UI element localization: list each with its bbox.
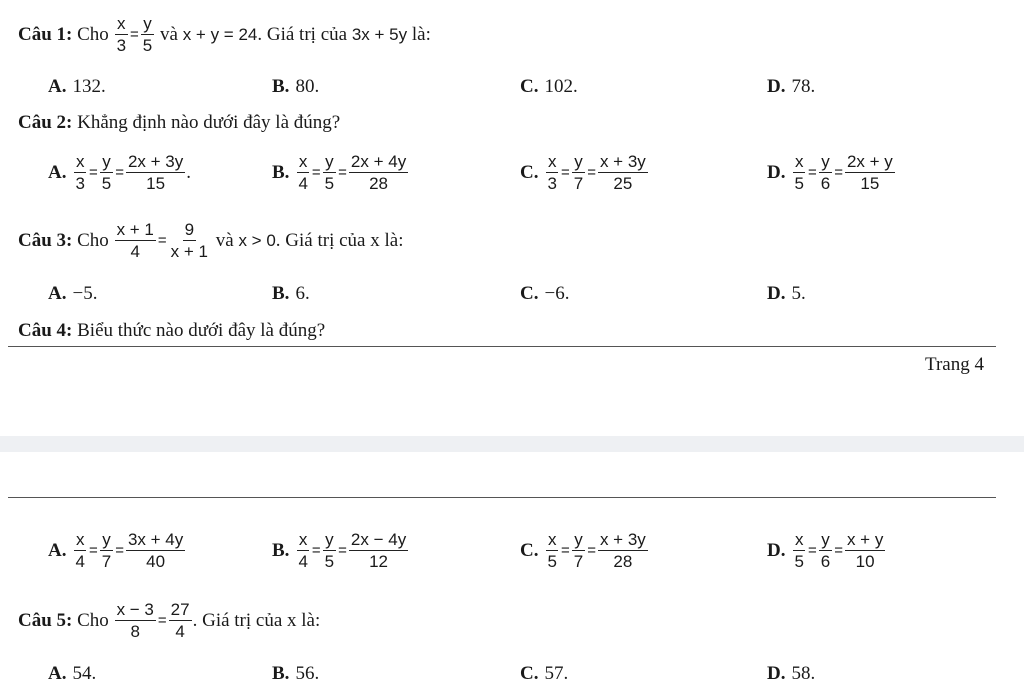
q4-option-a: A. $\frac{x}{4}$ = $\frac{y}{7}$ = $\frac{3x + 4y}{40}$: [48, 530, 184, 571]
question-3: Câu 3: Cho $\frac{x + 1}{4}$ = $\frac{9}{x + 1}$ và x > 0 . Giá trị của x là:: [18, 220, 404, 261]
question-2: [18, 112, 1006, 134]
question-5: Câu 5: Cho $\frac{x - 3}{8}$ = $\frac{27}{4}$ . Giá trị của x là:: [18, 600, 321, 641]
question-4: [18, 320, 1006, 342]
q5-option-a: A. 54.: [48, 663, 97, 684]
question-1-label: Câu 1:: [18, 23, 73, 45]
q4-option-b: B. $\frac{x}{4}$ = $\frac{y}{5}$ = $\frac{2x - 4y}{12}$: [272, 530, 407, 571]
question-2-label: Câu 2:: [18, 112, 73, 133]
question-3-label: Câu 3:: [18, 229, 73, 251]
q3-option-b: B. 6.: [272, 283, 310, 304]
page-number: Trang 4: [925, 354, 984, 375]
q2-option-c: C. $\frac{x}{3}$ = $\frac{y}{7}$ = $\frac{x + 3y}{25}$: [520, 152, 646, 193]
q2-option-b: B. $\frac{x}{4}$ = $\frac{y}{5}$ = $\frac{2x + 4y}{28}$: [272, 152, 407, 193]
question-4-text: Biểu thức nào dưới đây là đúng?: [77, 320, 326, 341]
page-divider: [8, 497, 996, 498]
q3-option-c: C. −6.: [520, 283, 570, 304]
question-1: Câu 1: Cho $\frac{x}{3}$ = $\frac{y}{5}$ và x + y = 24 . Giá trị của 3x + 5y là:: [18, 14, 431, 55]
q3-option-a: A. −5.: [48, 283, 98, 304]
q1-option-c: C. 102.: [520, 76, 578, 97]
q3-option-d: D. 5.: [767, 283, 806, 304]
page-divider: [8, 346, 996, 347]
page-gap: [0, 436, 1024, 452]
q5-option-b: B. 56.: [272, 663, 320, 684]
q2-option-d: D. $\frac{x}{5}$ = $\frac{y}{6}$ = $\frac{2x + y}{15}$: [767, 152, 893, 193]
q1-option-d: D. 78.: [767, 76, 816, 97]
q5-option-d: D. 58.: [767, 663, 816, 684]
q2-option-a: A. $\frac{x}{3}$ = $\frac{y}{5}$ = $\frac{2x + 3y}{15}$ .: [48, 152, 191, 193]
question-4-label: Câu 4:: [18, 320, 73, 341]
q5-option-c: C. 57.: [520, 663, 569, 684]
question-1-text: Cho: [77, 23, 109, 45]
question-2-text: Khẳng định nào dưới đây là đúng?: [77, 112, 341, 133]
fraction: $\frac{y}{5}$: [142, 14, 153, 55]
fraction: $\frac{x - 3}{8}$: [116, 600, 154, 641]
q4-option-d: D. $\frac{x}{5}$ = $\frac{y}{6}$ = $\frac{x + y}{10}$: [767, 530, 884, 571]
q1-option-b: B. 80.: [272, 76, 320, 97]
question-5-label: Câu 5:: [18, 609, 73, 631]
q4-option-c: C. $\frac{x}{5}$ = $\frac{y}{7}$ = $\frac{x + 3y}{28}$: [520, 530, 646, 571]
fraction: $\frac{9}{x + 1}$: [170, 220, 209, 261]
fraction: $\frac{x + 1}{4}$: [116, 220, 154, 261]
q1-option-a: A. 132.: [48, 76, 106, 97]
fraction: $\frac{x}{3}$: [116, 14, 127, 55]
fraction: $\frac{27}{4}$: [170, 600, 190, 641]
